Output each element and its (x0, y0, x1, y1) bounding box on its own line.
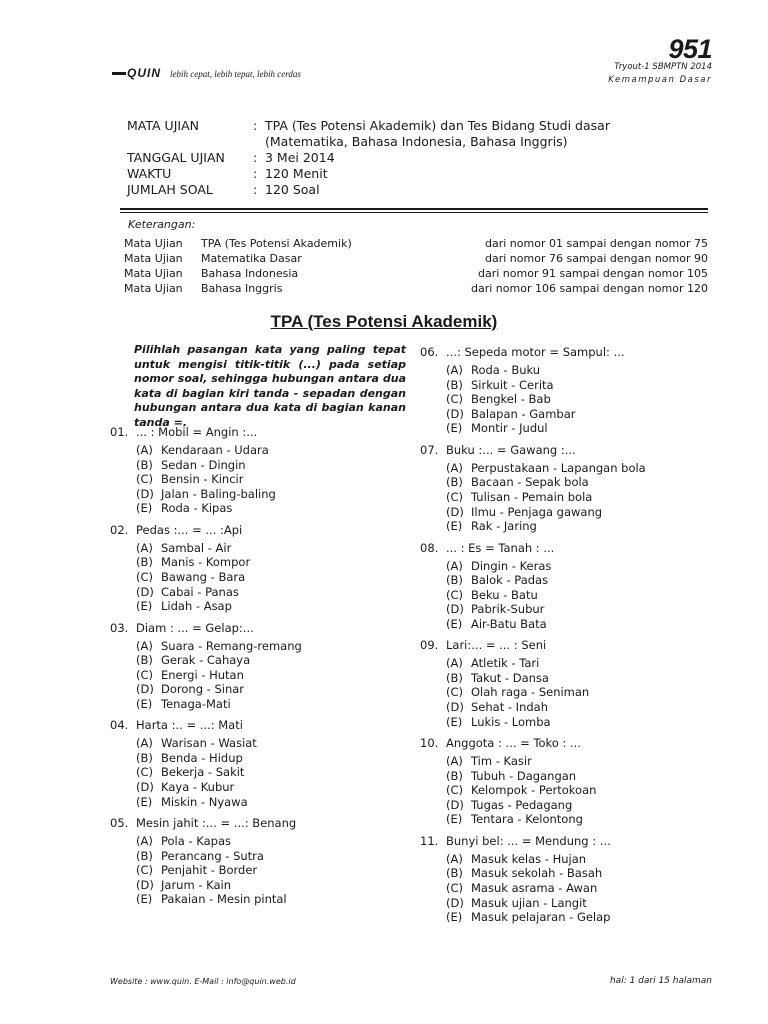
option-item (110, 697, 410, 712)
option-text: Pakaian - Mesin pintal (161, 892, 287, 907)
option-text: Manis - Kompor (161, 555, 251, 570)
option-letter: (D) (136, 682, 154, 697)
option-list (420, 656, 720, 729)
question-stem (420, 541, 720, 557)
footer-page-number: hal: 1 dari 15 halaman (609, 976, 712, 986)
option-text: Tenaga-Mati (161, 696, 231, 711)
option-letter: (D) (136, 584, 154, 599)
option-item (110, 668, 410, 683)
option-letter: (A) (136, 443, 153, 457)
keterangan-range: dari nomor 76 sampai dengan nomor 90 (485, 252, 708, 265)
option-letter: (D) (446, 602, 464, 617)
option-item (110, 541, 410, 556)
option-item (110, 458, 410, 473)
option-text: Dorong - Sinar (161, 682, 245, 697)
option-text: Masuk sekolah - Basah (471, 866, 603, 881)
option-text: Jalan - Baling-baling (161, 486, 276, 501)
option-text: Rak - Jaring (471, 519, 537, 534)
option-item (420, 685, 720, 700)
option-item (110, 780, 410, 795)
exam-info-value: 3 Mei 2014 (265, 150, 335, 165)
question-text: Diam : ... = Gelap:... (136, 620, 254, 635)
option-text: Tubuh - Dagangan (471, 768, 577, 783)
option-letter: (E) (136, 696, 153, 711)
keterangan-subject-label: Mata Ujian (124, 267, 183, 280)
question (110, 523, 410, 614)
option-item (420, 363, 720, 378)
option-item (110, 501, 410, 516)
logo-tagline: lebih cepat, lebih tepat, lebih cerdas (170, 69, 301, 79)
exam-info-key: TANGGAL UJIAN (127, 150, 225, 165)
questions-left-column (110, 425, 410, 914)
option-item (110, 443, 410, 458)
keterangan-subject-label: Mata Ujian (124, 252, 183, 265)
option-letter: (D) (446, 504, 464, 519)
footer-contact: Website : www.quin. E-Mail : info@quin.web.id (110, 977, 296, 986)
option-text: Bawang - Bara (161, 569, 246, 584)
exam-info-value: (Matematika, Bahasa Indonesia, Bahasa Inggris) (265, 134, 568, 149)
option-letter: (A) (136, 540, 153, 555)
question-number: 06. (420, 345, 439, 359)
option-letter: (B) (136, 848, 153, 863)
option-list (420, 461, 720, 534)
option-letter: (D) (446, 895, 464, 910)
option-item (420, 490, 720, 505)
question-number: 08. (420, 540, 439, 555)
option-item (420, 896, 720, 911)
option-item (420, 421, 720, 436)
option-letter: (E) (446, 714, 463, 729)
question-text: Bunyi bel: ... = Mendung : ... (446, 833, 611, 848)
question (110, 425, 410, 516)
option-item (110, 487, 410, 502)
option-item (110, 570, 410, 585)
exam-info-key: MATA UJIAN (127, 118, 199, 133)
option-letter: (E) (446, 812, 463, 827)
keterangan-row (124, 282, 708, 297)
option-text: Bengkel - Bab (471, 392, 551, 407)
option-item (420, 602, 720, 617)
question-number: 05. (110, 816, 129, 831)
option-item (110, 849, 410, 864)
questions-right-column (420, 345, 720, 932)
option-letter: (B) (446, 573, 463, 588)
option-item (110, 599, 410, 614)
option-text: Cabai - Panas (161, 584, 239, 599)
exam-info-colon: : (253, 182, 258, 197)
option-text: Benda - Hidup (161, 750, 243, 765)
document-code: 951 (668, 34, 712, 64)
question-stem (110, 621, 410, 637)
option-item (420, 407, 720, 422)
question-text: Anggota : ... = Toko : ... (446, 736, 581, 751)
option-text: Lukis - Lomba (471, 714, 551, 729)
option-text: Tim - Kasir (471, 754, 532, 769)
option-text: Lidah - Asap (161, 599, 232, 614)
option-text: Kendaraan - Udara (161, 443, 269, 457)
option-text: Jarum - Kain (161, 877, 231, 892)
option-text: Sambal - Air (161, 540, 232, 555)
option-letter: (D) (446, 797, 464, 812)
option-list (110, 834, 410, 907)
option-list (420, 363, 720, 436)
question-stem (110, 816, 410, 832)
quin-logo (112, 66, 161, 80)
question-text: Lari:... = ... : Seni (446, 638, 547, 653)
option-item (420, 783, 720, 798)
option-item (420, 559, 720, 574)
option-text: Ilmu - Penjaga gawang (471, 504, 603, 519)
option-list (110, 639, 410, 712)
option-text: Masuk kelas - Hujan (471, 851, 587, 866)
option-item (420, 715, 720, 730)
question-stem (110, 425, 410, 441)
option-letter: (A) (136, 834, 153, 849)
option-item (110, 682, 410, 697)
option-text: Kelompok - Pertokoan (471, 783, 597, 798)
option-list (420, 852, 720, 925)
keterangan-range: dari nomor 106 sampai dengan nomor 120 (471, 282, 708, 295)
option-text: Beku - Batu (471, 587, 538, 602)
keterangan-row (124, 237, 708, 252)
question-stem (420, 345, 720, 361)
exam-info-key: JUMLAH SOAL (127, 182, 213, 197)
keterangan-subject-label: Mata Ujian (124, 237, 183, 250)
option-letter: (A) (136, 638, 153, 653)
option-list (110, 443, 410, 516)
option-item (420, 910, 720, 925)
option-letter: (E) (446, 421, 463, 436)
option-item (420, 754, 720, 769)
option-item (420, 461, 720, 476)
option-letter: (E) (136, 892, 153, 907)
option-item (420, 852, 720, 867)
option-letter: (B) (446, 866, 463, 881)
question-stem (420, 443, 720, 459)
option-item (420, 392, 720, 407)
option-item (420, 505, 720, 520)
option-item (420, 617, 720, 632)
option-text: Takut - Dansa (471, 670, 549, 685)
exam-info-value: TPA (Tes Potensi Akademik) dan Tes Bidang Studi dasar (265, 118, 610, 133)
option-letter: (C) (136, 472, 154, 487)
option-item (110, 834, 410, 849)
option-letter: (E) (446, 910, 463, 925)
option-item (110, 653, 410, 668)
option-letter: (C) (136, 765, 154, 780)
keterangan-range: dari nomor 01 sampai dengan nomor 75 (485, 237, 708, 250)
option-text: Masuk ujian - Langit (471, 895, 587, 910)
option-text: Sirkuit - Cerita (471, 377, 554, 392)
exam-info-colon: : (253, 150, 258, 165)
option-letter: (D) (446, 700, 464, 715)
option-item (420, 656, 720, 671)
keterangan-table (124, 237, 708, 297)
option-letter: (B) (446, 475, 463, 490)
option-letter: (A) (446, 460, 463, 475)
option-list (110, 736, 410, 809)
question-text: Harta :.. = ...: Mati (136, 718, 243, 733)
option-text: Tentara - Kelontong (471, 812, 583, 827)
question-number: 10. (420, 736, 439, 751)
question (110, 621, 410, 712)
exam-info-value: 120 Menit (265, 166, 328, 181)
exam-info-colon: : (253, 166, 258, 181)
option-letter: (B) (446, 768, 463, 783)
option-text: Gerak - Cahaya (161, 653, 251, 668)
logo-text: QUIN (127, 66, 161, 80)
question-number: 03. (110, 620, 129, 635)
option-list (420, 559, 720, 632)
question-text: ...: Sepeda motor = Sampul: ... (446, 345, 625, 359)
option-letter: (D) (136, 877, 154, 892)
option-list (110, 541, 410, 614)
option-letter: (E) (446, 616, 463, 631)
question-stem (110, 718, 410, 734)
option-text: Sedan - Dingin (161, 457, 246, 472)
option-text: Sehat - Indah (471, 700, 548, 715)
option-letter: (A) (446, 363, 463, 377)
question-text: Mesin jahit :... = ...: Benang (136, 816, 297, 831)
option-item (110, 795, 410, 810)
option-letter: (B) (136, 653, 153, 668)
option-letter: (A) (446, 656, 463, 671)
option-item (420, 700, 720, 715)
option-item (110, 892, 410, 907)
option-letter: (D) (446, 406, 464, 421)
option-letter: (C) (136, 569, 154, 584)
exam-info-colon: : (253, 118, 258, 133)
keterangan-row (124, 267, 708, 282)
option-letter: (B) (136, 750, 153, 765)
option-letter: (D) (136, 486, 154, 501)
option-text: Pola - Kapas (161, 834, 231, 849)
option-letter: (A) (446, 558, 463, 573)
option-letter: (C) (446, 685, 464, 700)
keterangan-row (124, 252, 708, 267)
question-number: 07. (420, 442, 439, 457)
option-letter: (A) (446, 754, 463, 769)
option-letter: (B) (136, 555, 153, 570)
keterangan-subject-name: Bahasa Indonesia (201, 267, 299, 280)
option-text: Roda - Buku (471, 363, 541, 377)
option-letter: (A) (446, 851, 463, 866)
option-item (420, 573, 720, 588)
tryout-label: Tryout-1 SBMPTN 2014 (614, 62, 712, 72)
option-text: Energi - Hutan (161, 667, 244, 682)
keterangan-range: dari nomor 91 sampai dengan nomor 105 (478, 267, 708, 280)
option-item (420, 881, 720, 896)
keterangan-subject-label: Mata Ujian (124, 282, 183, 295)
option-item (420, 798, 720, 813)
question-text: ... : Es = Tanah : ... (446, 540, 555, 555)
option-text: Perpustakaan - Lapangan bola (471, 460, 646, 475)
option-letter: (A) (136, 736, 153, 751)
option-letter: (B) (136, 457, 153, 472)
option-text: Tulisan - Pemain bola (471, 489, 593, 504)
option-text: Warisan - Wasiat (161, 736, 257, 751)
option-text: Penjahit - Border (161, 863, 258, 878)
option-text: Miskin - Nyawa (161, 794, 248, 809)
option-letter: (C) (136, 863, 154, 878)
option-item (420, 588, 720, 603)
option-letter: (C) (446, 881, 464, 896)
question-stem (420, 638, 720, 654)
keterangan-subject-name: Bahasa Inggris (201, 282, 283, 295)
option-item (110, 585, 410, 600)
question-stem (420, 736, 720, 752)
question-number: 04. (110, 718, 129, 733)
option-text: Masuk pelajaran - Gelap (471, 910, 611, 925)
exam-info-key: WAKTU (127, 166, 172, 181)
option-text: Balok - Padas (471, 573, 549, 588)
option-item (420, 519, 720, 534)
option-text: Pabrik-Subur (471, 602, 545, 617)
question-stem (110, 523, 410, 539)
option-text: Bacaan - Sepak bola (471, 475, 589, 490)
divider-thin (120, 212, 708, 213)
option-text: Tugas - Pedagang (471, 797, 573, 812)
option-letter: (E) (446, 519, 463, 534)
question-text: ... : Mobil = Angin :... (136, 425, 258, 439)
option-text: Atletik - Tari (471, 656, 540, 671)
option-letter: (C) (446, 783, 464, 798)
option-text: Air-Batu Bata (471, 616, 547, 631)
option-letter: (E) (136, 794, 153, 809)
question-number: 02. (110, 522, 129, 537)
option-item (110, 736, 410, 751)
option-item (420, 769, 720, 784)
option-item (110, 863, 410, 878)
question-text: Pedas :... = ... :Api (136, 522, 243, 537)
option-item (420, 378, 720, 393)
option-letter: (C) (446, 587, 464, 602)
keterangan-subject-name: Matematika Dasar (201, 252, 302, 265)
keterangan-subject-name: TPA (Tes Potensi Akademik) (201, 237, 352, 250)
option-letter: (B) (446, 377, 463, 392)
option-letter: (C) (136, 667, 154, 682)
keterangan-label: Keterangan: (128, 218, 196, 231)
option-item (420, 812, 720, 827)
question-number: 09. (420, 638, 439, 653)
exam-info-value: 120 Soal (265, 182, 320, 197)
option-letter: (B) (446, 670, 463, 685)
question (420, 834, 720, 925)
option-text: Bensin - Kincir (161, 472, 244, 487)
logo-bar (112, 72, 126, 75)
option-letter: (E) (136, 501, 153, 516)
question (420, 638, 720, 729)
option-item (420, 475, 720, 490)
question (110, 816, 410, 907)
question (420, 345, 720, 436)
option-letter: (E) (136, 599, 153, 614)
option-letter: (C) (446, 392, 464, 407)
question-stem (420, 834, 720, 850)
question (420, 541, 720, 632)
option-item (110, 639, 410, 654)
option-text: Dingin - Keras (471, 558, 552, 573)
option-text: Balapan - Gambar (471, 406, 576, 421)
option-item (110, 765, 410, 780)
option-item (110, 555, 410, 570)
option-text: Olah raga - Seniman (471, 685, 590, 700)
option-item (110, 878, 410, 893)
option-text: Bekerja - Sakit (161, 765, 245, 780)
option-text: Kaya - Kubur (161, 780, 235, 795)
section-label: Kemampuan Dasar (608, 75, 712, 85)
question-number: 01. (110, 425, 129, 439)
option-item (420, 671, 720, 686)
option-text: Montir - Judul (471, 421, 548, 436)
question-text: Buku :... = Gawang :... (446, 442, 576, 457)
instruction-text: Pilihlah pasangan kata yang paling tepat untuk mengisi titik-titik (...) pada setiap nomor soal, sehingga hubungan antara dua kata di bagian kiri tanda - sepadan dengan hubungan antara dua kata di bagian kanan tanda =. (134, 343, 406, 429)
question (420, 736, 720, 827)
option-item (110, 751, 410, 766)
option-letter: (D) (136, 780, 154, 795)
question-number: 11. (420, 833, 439, 848)
question (420, 443, 720, 534)
option-item (420, 866, 720, 881)
question (110, 718, 410, 809)
option-item (110, 472, 410, 487)
section-title: TPA (Tes Potensi Akademik) (270, 312, 498, 331)
option-letter: (C) (446, 489, 464, 504)
divider-thick (120, 208, 708, 210)
option-text: Suara - Remang-remang (161, 638, 302, 653)
option-text: Perancang - Sutra (161, 848, 264, 863)
option-text: Roda - Kipas (161, 501, 233, 516)
option-list (420, 754, 720, 827)
option-text: Masuk asrama - Awan (471, 881, 598, 896)
